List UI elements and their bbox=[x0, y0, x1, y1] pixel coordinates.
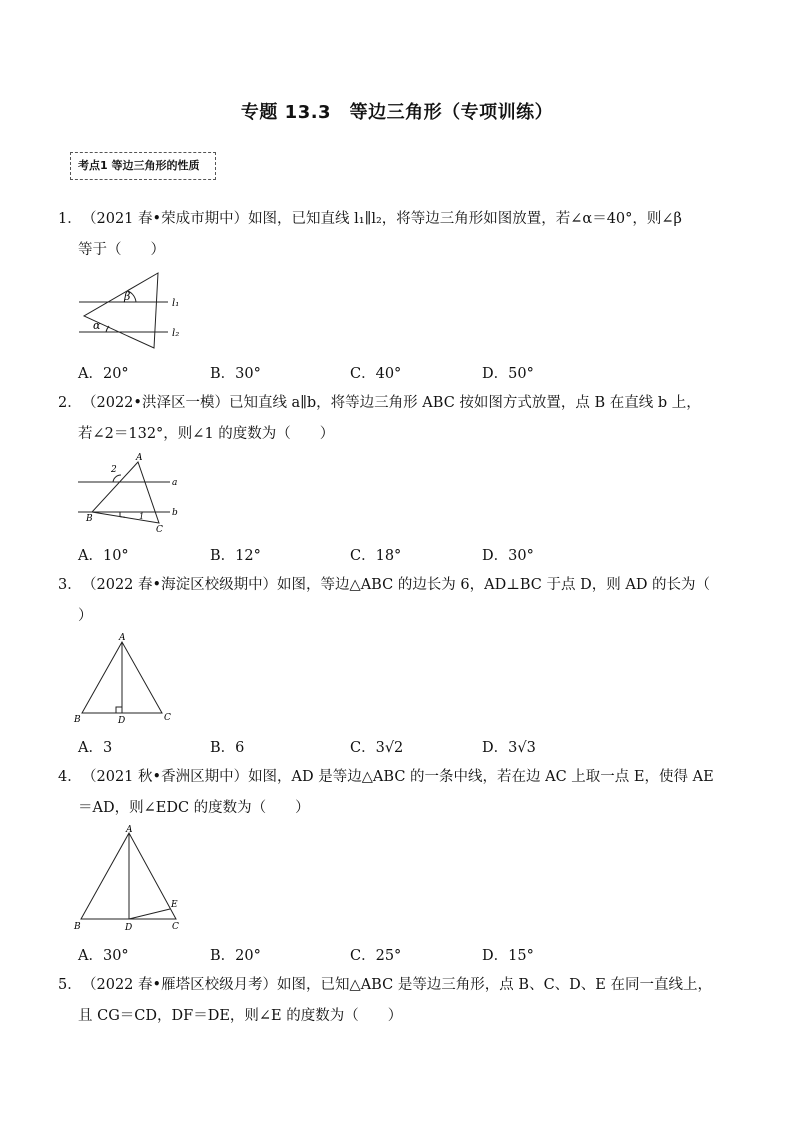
label-l2: l₂ bbox=[172, 328, 180, 339]
label-b-vertex: B bbox=[74, 922, 81, 932]
label-e-point: E bbox=[171, 900, 178, 910]
option-b[interactable]: B．12° bbox=[210, 548, 261, 564]
question-text: （2022 春•雁塔区校级月考）如图，已知△ABC 是等边三角形，点 B、C、D、E 在同一直线上， bbox=[82, 977, 712, 993]
question-4-continuation: ＝AD，则∠EDC 的度数为（ ） bbox=[78, 800, 310, 816]
question-1-continuation: 等于（ ） bbox=[78, 242, 165, 258]
segment-de bbox=[129, 909, 170, 919]
label-angle-2: 2 bbox=[111, 465, 117, 475]
option-d[interactable]: D．3√3 bbox=[482, 740, 536, 756]
label-a-vertex: A bbox=[126, 825, 133, 835]
option-b[interactable]: B．6 bbox=[210, 740, 245, 756]
question-3 bbox=[58, 570, 710, 601]
label-b-vertex: B bbox=[74, 715, 81, 725]
option-c[interactable]: C．40° bbox=[350, 366, 402, 382]
option-c[interactable]: C．18° bbox=[350, 548, 402, 564]
question-text: （2022 春•海淀区校级期中）如图，等边△ABC 的边长为 6，AD⊥BC 于点 D，则 AD 的长为（ bbox=[82, 577, 711, 593]
question-number: 3． bbox=[58, 577, 82, 593]
label-c-vertex: C bbox=[164, 713, 171, 723]
question-3-continuation: ） bbox=[78, 608, 93, 624]
label-d-point: D bbox=[125, 923, 133, 933]
question-text: （2021 秋•香洲区期中）如图，AD 是等边△ABC 的一条中线，若在边 AC 上取一点 E，使得 AE bbox=[82, 769, 714, 785]
label-line-a: a bbox=[172, 478, 178, 488]
question-2-continuation: 若∠2＝132°，则∠1 的度数为（ ） bbox=[78, 426, 335, 442]
label-c-vertex: C bbox=[156, 525, 163, 535]
question-number: 1． bbox=[58, 211, 82, 227]
option-c[interactable]: C．25° bbox=[350, 948, 402, 964]
question-number: 4． bbox=[58, 769, 82, 785]
option-d[interactable]: D．15° bbox=[482, 948, 534, 964]
option-d[interactable]: D．50° bbox=[482, 366, 534, 382]
question-5 bbox=[58, 970, 712, 1001]
figure-q2 bbox=[76, 450, 196, 535]
option-a[interactable]: A．20° bbox=[78, 366, 129, 382]
label-d-point: D bbox=[118, 716, 126, 726]
label-a-vertex: A bbox=[136, 453, 143, 463]
option-b[interactable]: B．30° bbox=[210, 366, 261, 382]
option-c[interactable]: C．3√2 bbox=[350, 740, 404, 756]
option-a[interactable]: A．10° bbox=[78, 548, 129, 564]
question-text: （2021 春•荣成市期中）如图，已知直线 l₁∥l₂，将等边三角形如图放置，若∠α＝40°，则∠β bbox=[82, 211, 682, 227]
figure-q1 bbox=[76, 268, 196, 353]
option-b[interactable]: B．20° bbox=[210, 948, 261, 964]
label-a-vertex: A bbox=[119, 633, 126, 643]
label-line-b: b bbox=[172, 508, 178, 518]
question-4 bbox=[58, 762, 714, 793]
option-a[interactable]: A．30° bbox=[78, 948, 129, 964]
label-beta: β bbox=[124, 290, 131, 303]
question-2 bbox=[58, 388, 701, 419]
page-title: 专题 13.3 等边三角形（专项训练） bbox=[240, 102, 554, 123]
label-l1: l₁ bbox=[172, 298, 180, 309]
option-d[interactable]: D．30° bbox=[482, 548, 534, 564]
label-angle-1: 1 bbox=[139, 512, 145, 521]
triangle bbox=[84, 273, 158, 348]
question-text: （2022•洪泽区一模）已知直线 a∥b，将等边三角形 ABC 按如图方式放置，点 B 在直线 b 上， bbox=[82, 395, 701, 411]
option-a[interactable]: A．3 bbox=[78, 740, 113, 756]
question-number: 2． bbox=[58, 395, 82, 411]
figure-q4 bbox=[72, 823, 192, 935]
triangle-abc bbox=[92, 462, 159, 523]
label-alpha: α bbox=[93, 319, 101, 332]
question-1 bbox=[58, 204, 682, 235]
topic-box: 考点1 等边三角形的性质 bbox=[70, 152, 216, 180]
label-c-vertex: C bbox=[172, 922, 179, 932]
figure-q3 bbox=[72, 632, 182, 727]
question-number: 5． bbox=[58, 977, 82, 993]
question-5-continuation: 且 CG＝CD，DF＝DE，则∠E 的度数为（ ） bbox=[78, 1008, 403, 1024]
label-b-vertex: B bbox=[86, 514, 93, 524]
